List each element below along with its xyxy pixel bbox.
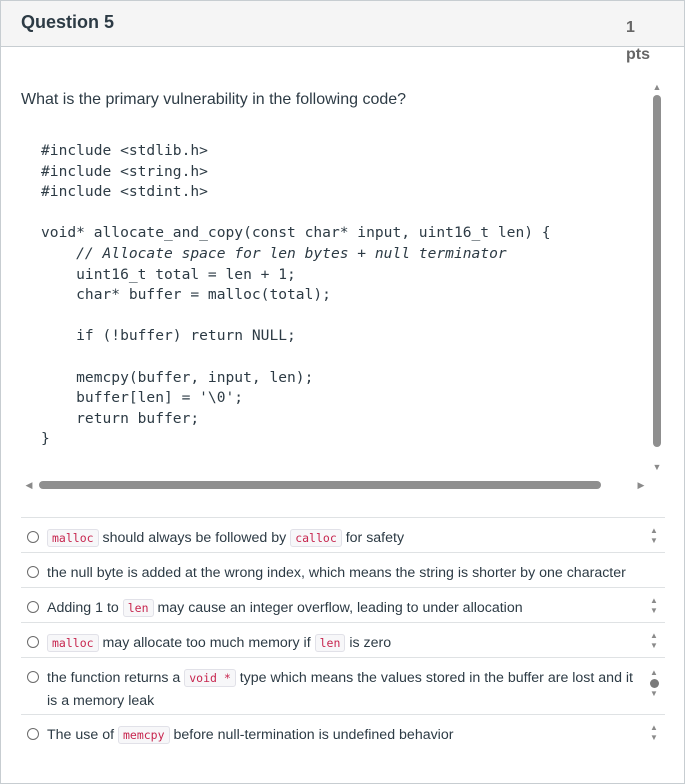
answer-radio[interactable] [27, 601, 39, 613]
chevron-up-icon[interactable]: ▲ [650, 723, 658, 732]
chevron-down-icon[interactable]: ▼ [650, 689, 658, 698]
answer-option[interactable] [21, 517, 665, 552]
answer-text-part: before null-termination is undefined behavior [169, 727, 454, 743]
reorder-arrows-icon[interactable] [649, 596, 659, 616]
answer-text [47, 670, 633, 709]
answer-option[interactable] [21, 714, 665, 749]
chevron-up-icon[interactable]: ▲ [650, 631, 658, 640]
vertical-scroll-thumb[interactable] [653, 95, 661, 447]
reorder-arrows-icon[interactable] [649, 631, 659, 651]
code-line: char* buffer = malloc(total); [41, 286, 331, 304]
horizontal-scroll-thumb[interactable] [39, 481, 601, 489]
chevron-up-icon[interactable]: ▲ [650, 596, 658, 605]
answer-text [47, 635, 391, 651]
answer-radio[interactable] [27, 566, 39, 578]
inline-code: malloc [47, 634, 99, 652]
vertical-scrollbar[interactable] [651, 81, 663, 473]
chevron-down-icon[interactable]: ▼ [650, 606, 658, 615]
code-line: #include <stdlib.h> [41, 142, 208, 159]
code-line: } [41, 430, 50, 448]
scroll-down-icon[interactable]: ▼ [652, 462, 662, 472]
answer-option[interactable] [21, 587, 665, 622]
answer-text-part: the null byte is added at the wrong index, which means the string is shorter by one character [47, 565, 626, 581]
code-line: void* allocate_and_copy(const char* input, uint16_t len) { [41, 224, 551, 242]
answer-radio[interactable] [27, 671, 39, 683]
answer-option[interactable] [21, 552, 665, 587]
reorder-arrows-icon[interactable] [649, 526, 659, 546]
answer-text-part: The use of [47, 727, 118, 743]
answer-text-part: type which means the values stored in the buffer are lost and it is a memory leak [47, 670, 633, 709]
scroll-thumb-icon[interactable] [650, 679, 659, 688]
inline-code: void * [184, 669, 236, 687]
answer-text-part: is zero [345, 635, 392, 651]
answer-text [47, 565, 626, 581]
code-line: return buffer; [41, 409, 200, 427]
chevron-up-icon[interactable]: ▲ [650, 526, 658, 535]
code-line: #include <stdint.h> [41, 183, 208, 201]
reorder-arrows-icon[interactable] [649, 668, 659, 699]
chevron-down-icon[interactable]: ▼ [650, 536, 658, 545]
answer-text-part: should always be followed by [98, 530, 291, 546]
code-line: if (!buffer) return NULL; [41, 327, 296, 345]
points-unit: pts [626, 46, 650, 63]
answer-radio[interactable] [27, 728, 39, 740]
scroll-up-icon[interactable]: ▲ [652, 82, 662, 92]
scroll-left-icon[interactable]: ◀ [25, 480, 33, 490]
chevron-down-icon[interactable]: ▼ [650, 733, 658, 742]
answer-text-part: Adding 1 to [47, 600, 123, 616]
answer-text-part: may allocate too much memory if [98, 635, 315, 651]
code-block[interactable] [21, 141, 641, 471]
scroll-right-icon[interactable]: ▶ [637, 480, 645, 490]
code-line: #include <string.h> [41, 162, 208, 180]
question-header [1, 1, 684, 63]
answer-text-part: for safety [341, 530, 405, 546]
question-title: Question 5 [21, 12, 115, 32]
code-line: uint16_t total = len + 1; [41, 265, 296, 283]
code-listing [21, 141, 641, 450]
inline-code: len [315, 634, 346, 652]
answer-option[interactable] [21, 657, 665, 714]
answer-option[interactable] [21, 622, 665, 657]
horizontal-scrollbar[interactable] [23, 479, 647, 491]
answer-text-part: the function returns a [47, 670, 185, 686]
code-line: memcpy(buffer, input, len); [41, 368, 314, 386]
answer-radio[interactable] [27, 636, 39, 648]
answer-list [21, 517, 665, 749]
code-line [41, 347, 641, 368]
code-line [41, 306, 641, 327]
inline-code: memcpy [118, 726, 170, 744]
question-prompt: What is the primary vulnerability in the following code? [21, 91, 407, 108]
answer-radio[interactable] [27, 531, 39, 543]
inline-code: malloc [47, 529, 99, 547]
inline-code: calloc [290, 529, 342, 547]
answer-text-part: may cause an integer overflow, leading to under allocation [153, 600, 523, 616]
chevron-down-icon[interactable]: ▼ [650, 641, 658, 650]
code-line [41, 203, 641, 224]
answer-text [47, 600, 523, 616]
inline-code: len [123, 599, 154, 617]
code-line: // Allocate space for len bytes + null terminator [41, 244, 507, 262]
question-points [626, 14, 666, 68]
reorder-arrows-icon[interactable] [649, 723, 659, 743]
code-line: buffer[len] = '\0'; [41, 389, 244, 407]
chevron-up-icon[interactable]: ▲ [650, 668, 658, 677]
answer-text [47, 727, 453, 743]
answer-text [47, 530, 404, 546]
points-value: 1 [626, 19, 635, 36]
